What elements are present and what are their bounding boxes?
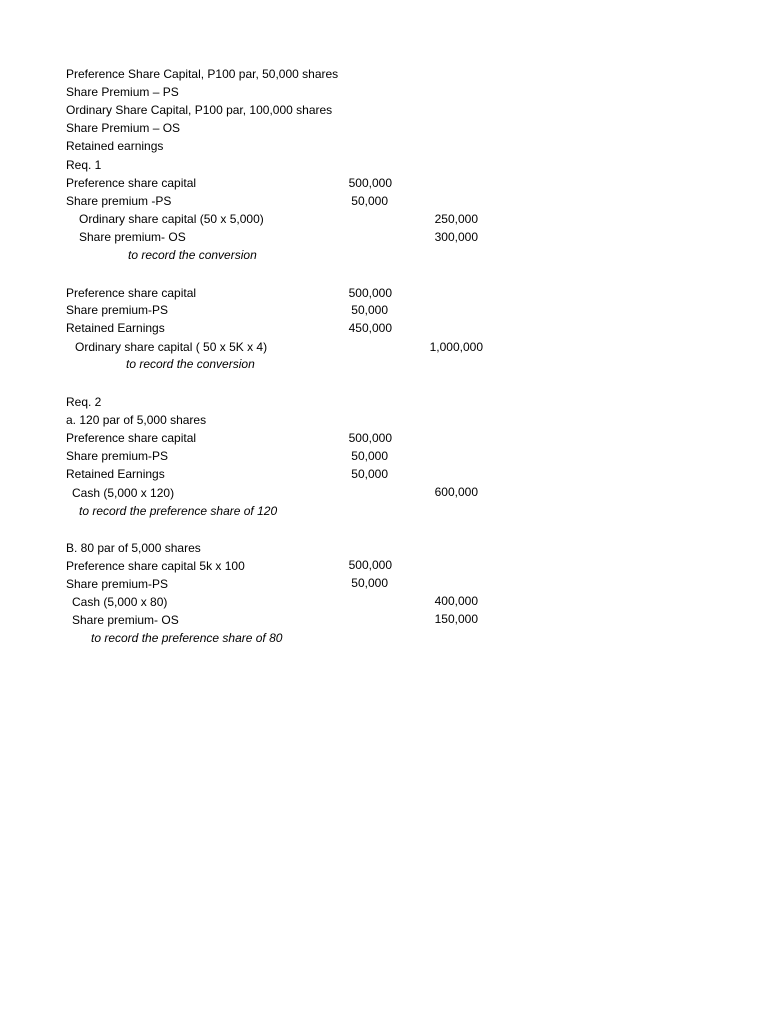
req2-title: Req. 2 xyxy=(66,395,102,409)
req1-entry2-debit-1: 500,000 xyxy=(348,286,392,300)
req2-part-b-credit-4: 150,000 xyxy=(434,612,478,626)
req1-entry1-debit-1: 500,000 xyxy=(348,176,392,190)
req2-part-a-credit-4: 600,000 xyxy=(434,485,478,499)
req2-part-b-account-3: Cash (5,000 x 80) xyxy=(72,595,168,609)
header-line-preference-share-capital: Preference Share Capital, P100 par, 50,000 shares xyxy=(66,67,339,81)
req2-part-b-memo: to record the preference share of 80 xyxy=(91,631,283,645)
req2-part-a-account-2: Share premium-PS xyxy=(66,449,169,463)
req2-part-b-account-2: Share premium-PS xyxy=(66,577,169,591)
req2-part-b-account-4: Share premium- OS xyxy=(72,613,179,627)
req2-part-a-account-3: Retained Earnings xyxy=(66,467,165,481)
req1-entry1-credit-4: 300,000 xyxy=(434,230,478,244)
req2-part-a-debit-2: 50,000 xyxy=(351,449,388,463)
req2-part-a-debit-3: 50,000 xyxy=(351,467,388,481)
header-line-share-premium-ps: Share Premium – PS xyxy=(66,85,179,99)
req1-entry2-account-2: Share premium-PS xyxy=(66,303,169,317)
req1-entry1-account-1: Preference share capital xyxy=(66,176,197,190)
req2-part-b-debit-2: 50,000 xyxy=(351,576,388,590)
req2-part-b-debit-1: 500,000 xyxy=(348,558,392,572)
req1-entry1-debit-2: 50,000 xyxy=(351,194,388,208)
req2-part-a-heading: a. 120 par of 5,000 shares xyxy=(66,413,207,427)
req2-part-b-credit-3: 400,000 xyxy=(434,594,478,608)
header-line-ordinary-share-capital: Ordinary Share Capital, P100 par, 100,000 shares xyxy=(66,103,333,117)
req1-entry1-account-3: Ordinary share capital (50 x 5,000) xyxy=(79,212,264,226)
req1-entry2-account-3: Retained Earnings xyxy=(66,321,165,335)
req2-part-b-heading: B. 80 par of 5,000 shares xyxy=(66,541,201,555)
req2-part-a-memo: to record the preference share of 120 xyxy=(79,504,278,518)
req1-entry1-credit-3: 250,000 xyxy=(434,212,478,226)
req2-part-a-debit-1: 500,000 xyxy=(348,431,392,445)
req1-entry1-memo: to record the conversion xyxy=(128,248,257,262)
req2-part-b-account-1: Preference share capital 5k x 100 xyxy=(66,559,245,573)
req1-entry2-account-1: Preference share capital xyxy=(66,286,197,300)
req2-part-a-account-4: Cash (5,000 x 120) xyxy=(72,486,175,500)
req1-entry1-account-4: Share premium- OS xyxy=(79,230,186,244)
req2-part-a-account-1: Preference share capital xyxy=(66,431,197,445)
req1-entry2-debit-2: 50,000 xyxy=(351,303,388,317)
req1-entry1-account-2: Share premium -PS xyxy=(66,194,172,208)
header-line-retained-earnings: Retained earnings xyxy=(66,139,164,153)
req1-entry2-account-4: Ordinary share capital ( 50 x 5K x 4) xyxy=(75,340,268,354)
req1-entry2-memo: to record the conversion xyxy=(126,357,255,371)
req1-title: Req. 1 xyxy=(66,158,102,172)
req1-entry2-credit-4: 1,000,000 xyxy=(429,340,483,354)
req1-entry2-debit-3: 450,000 xyxy=(348,321,392,335)
header-line-share-premium-os: Share Premium – OS xyxy=(66,121,181,135)
